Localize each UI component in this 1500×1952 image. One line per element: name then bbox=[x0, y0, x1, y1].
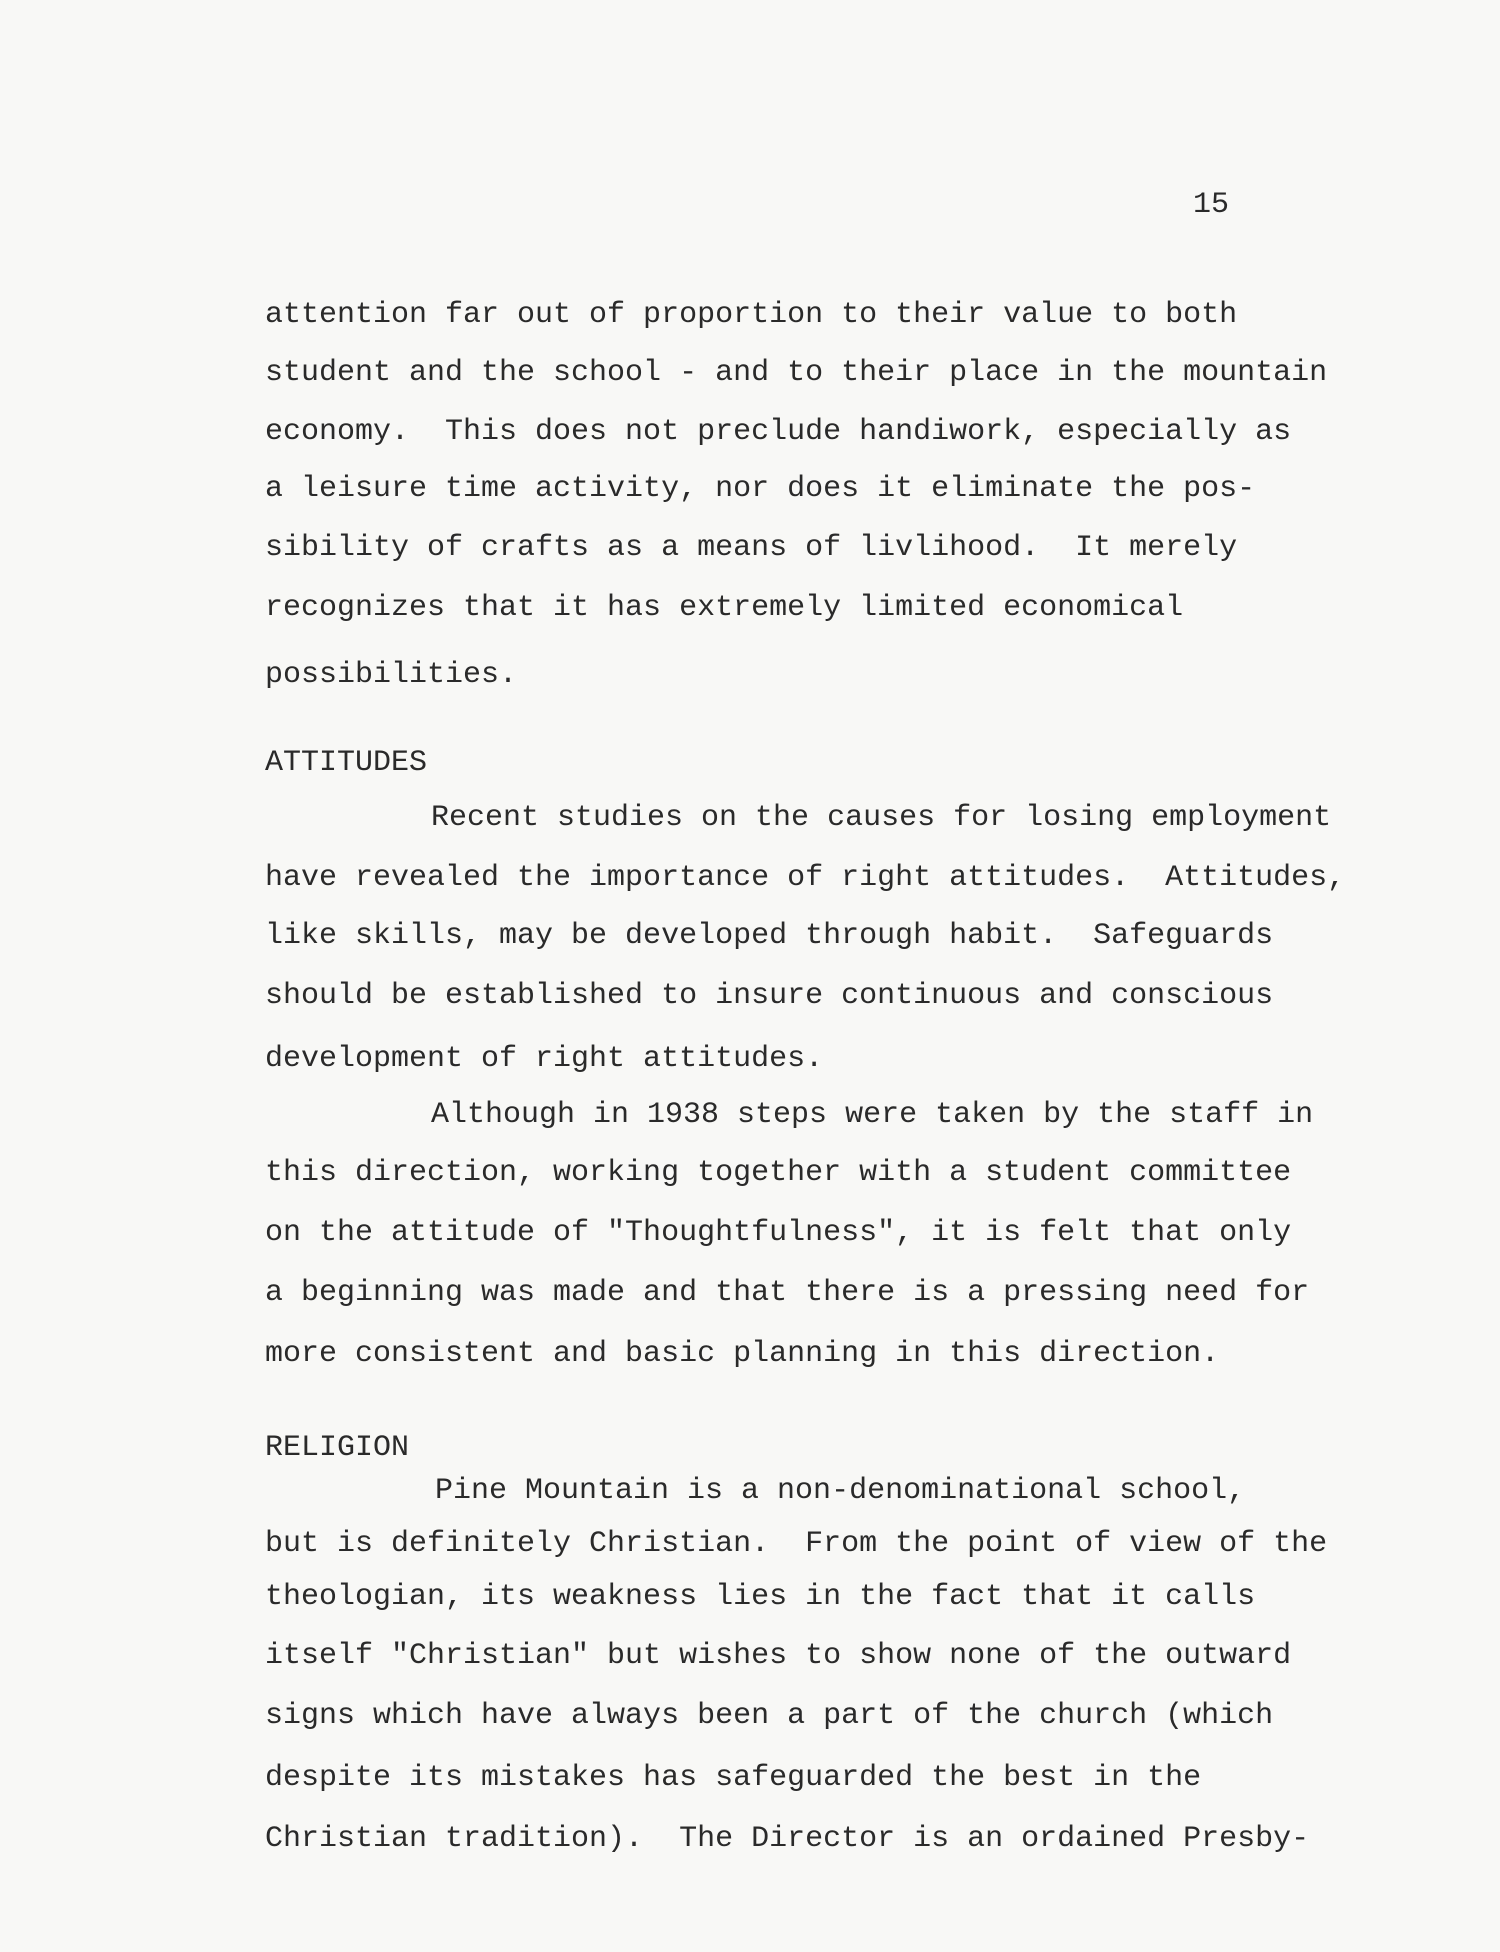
text-line: despite its mistakes has safeguarded the best in the bbox=[265, 1761, 1202, 1795]
text-line: attention far out of proportion to their value to both bbox=[265, 298, 1238, 332]
text-line: Pine Mountain is a non-denominational school, bbox=[435, 1474, 1246, 1508]
text-line: possibilities. bbox=[265, 658, 518, 692]
text-line: should be established to insure continuous and conscious bbox=[265, 979, 1274, 1013]
text-line: Christian tradition). The Director is an ordained Presby- bbox=[265, 1822, 1310, 1856]
text-line: itself "Christian" but wishes to show none of the outward bbox=[265, 1639, 1292, 1673]
text-line: on the attitude of "Thoughtfulness", it is felt that only bbox=[265, 1216, 1292, 1250]
text-line: like skills, may be developed through habit. Safeguards bbox=[265, 919, 1274, 953]
page-number: 15 bbox=[1193, 188, 1230, 222]
text-line: student and the school - and to their place in the mountain bbox=[265, 356, 1328, 390]
text-line: theologian, its weakness lies in the fact that it calls bbox=[265, 1580, 1256, 1614]
section-heading: ATTITUDES bbox=[265, 746, 428, 780]
text-line: a beginning was made and that there is a pressing need for bbox=[265, 1276, 1310, 1310]
text-line: recognizes that it has extremely limited economical bbox=[265, 591, 1184, 625]
text-line: have revealed the importance of right attitudes. Attitudes, bbox=[265, 861, 1346, 895]
text-line: signs which have always been a part of the church (which bbox=[265, 1699, 1274, 1733]
text-line: Although in 1938 steps were taken by the staff in bbox=[431, 1098, 1314, 1132]
text-line: Recent studies on the causes for losing employment bbox=[431, 801, 1332, 835]
text-line: development of right attitudes. bbox=[265, 1042, 824, 1076]
text-line: more consistent and basic planning in this direction. bbox=[265, 1337, 1220, 1371]
text-line: a leisure time activity, nor does it eliminate the pos- bbox=[265, 472, 1256, 506]
section-heading: RELIGION bbox=[265, 1431, 410, 1465]
text-line: sibility of crafts as a means of livlihood. It merely bbox=[265, 531, 1238, 565]
text-line: this direction, working together with a student committee bbox=[265, 1156, 1292, 1190]
text-line: economy. This does not preclude handiwork, especially as bbox=[265, 415, 1292, 449]
text-line: but is definitely Christian. From the point of view of the bbox=[265, 1527, 1328, 1561]
